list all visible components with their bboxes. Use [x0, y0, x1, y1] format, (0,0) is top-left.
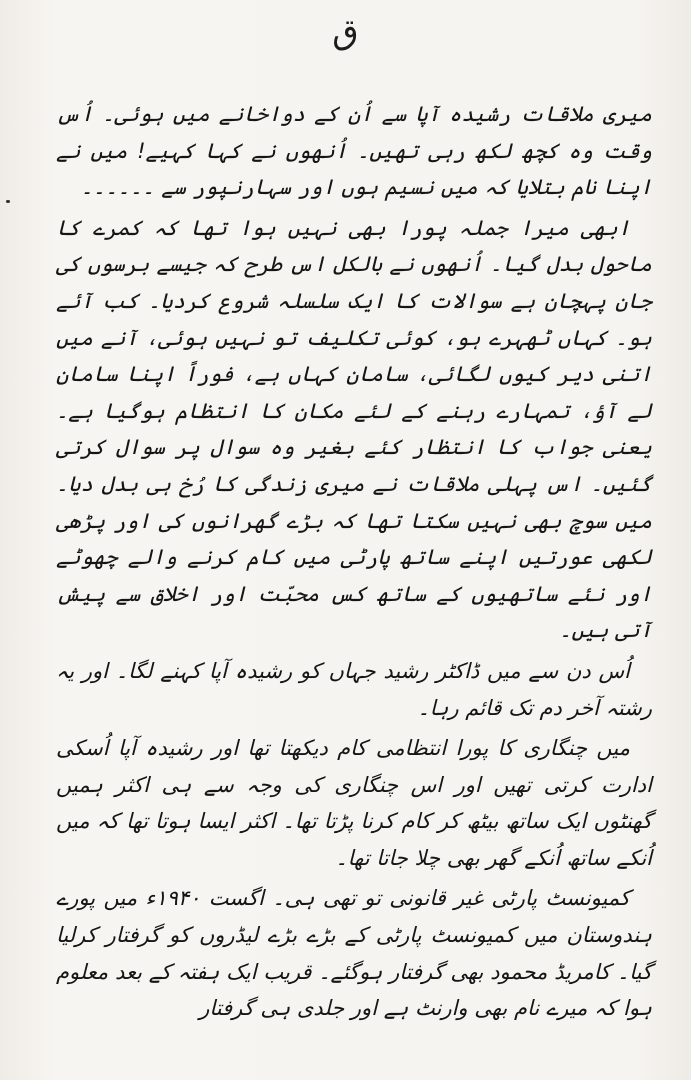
paragraph-4: میں چنگاری کا پورا انتظامی کام دیکھتا تھا اور رشیدہ آپا اُسکی ادارت کرتی تھیں اور اس چنگاری کی وجہ سے ہی اکثر ہمیں گھنٹوں ایک ساتھ بیٹھ کر کام کرنا پڑتا تھا۔ اکثر ایسا ہوتا تھا کہ میں اُنکے ساتھ اُنکے گھر بھی چلا جاتا تھا۔ [56, 736, 652, 870]
paragraph-5: کمیونسٹ پارٹی غیر قانونی تو تھی ہی۔ اگست ۱۹۴۰ء میں پورے ہندوستان میں کمیونسٹ پارٹی کے بڑے بڑے لیڈروں کو گرفتار کرلیا گیا۔ کامریڈ محمود بھی گرفتار ہوگئے۔ قریب ایک ہفتہ کے بعد معلوم ہوا کہ میرے نام بھی وارنٹ ہے اور جلدی ہی گرفتار [56, 886, 652, 1021]
page-marker: ق [332, 12, 359, 52]
paragraph-2: ابھی میرا جملہ پورا بھی نہیں ہوا تھا کہ کمرے کا ماحول بدل گیا۔ اُنھوں نے بالکل اس طرح کہ جیسے برسوں کی جان پہچان ہے سوالات کا ایک سلسلہ شروع کردیا۔ کب آئے ہو۔ کہاں ٹھہرے ہو، کوئی تکلیف تو نہیں ہوئی، آنے میں اتنی دیر کیوں لگائی، سامان کہاں ہے، فوراً اپنا سامان لے آؤ، تمہارے رہنے کے لئے مکان کا انتظام ہوگیا ہے۔ یعنی جواب کا انتظار کئے بغیر وہ سوال پر سوال کرتی گئیں۔ اس پہلی ملاقات نے میری زندگی کا رُخ ہی بدل دیا۔ میں سوچ بھی نہیں سکتا تھا کہ بڑے گھرانوں کی اور پڑھی لکھی عورتیں اپنے ساتھ پارٹی میں کام کرنے والے چھوٹے اور نئے ساتھیوں کے ساتھ کس محبّت اور اخلاق سے پیش آتی ہیں۔ [56, 215, 652, 643]
paragraph-3: اُس دن سے میں ڈاکٹر رشید جہاں کو رشیدہ آپا کہنے لگا۔ اور یہ رشتہ آخر دم تک قائم رہا۔ [56, 658, 652, 720]
page-body-text [56, 96, 652, 1027]
ink-speck [6, 200, 10, 203]
paragraph-1: میری ملاقات رشیدہ آپا سے اُن کے دواخانے میں ہوئی۔ اُس وقت وہ کچھ لکھ رہی تھیں۔ اُنھوں نے کہا کہیے! میں نے اپنا نام بتلایا کہ میں نسیم ہوں اور سہارنپور سے ۔۔۔۔۔۔ [56, 102, 652, 200]
